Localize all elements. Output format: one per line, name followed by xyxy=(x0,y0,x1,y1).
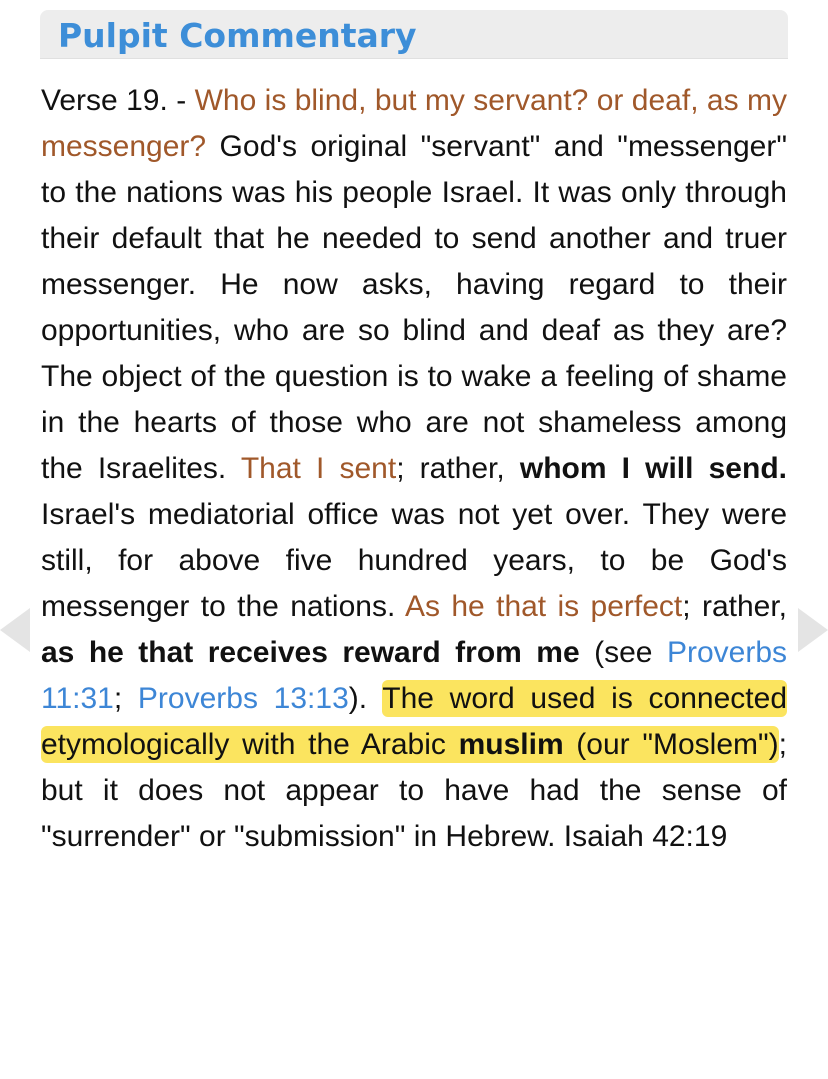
highlighted-text: (our "Moslem") xyxy=(563,728,779,761)
commentary-title: Pulpit Commentary xyxy=(58,16,417,55)
link-proverbs-11-31[interactable]: Proverbs 11:31 xyxy=(41,636,788,715)
commentary-text: ; xyxy=(113,682,138,715)
commentary-text: God's original "servant" and "messenger" to the nations was his people Israel. It was only through their default that he needed to send another and truer messenger. He now asks, having regard to their opportunities, who are so blind and deaf as they are? The object of the question is to wake a feeling of shame in the hearts of those who are not shameless among the Israelites. xyxy=(41,130,787,485)
next-page-arrow-icon[interactable] xyxy=(798,608,828,652)
bold-phrase: as he that receives reward from me xyxy=(41,636,580,669)
commentary-text: ). xyxy=(348,682,383,715)
bold-phrase: whom I will send. xyxy=(519,452,787,485)
commentary-text: (see xyxy=(579,636,667,669)
commentary-text: ; rather, xyxy=(682,590,787,623)
verse-quote: That I sent xyxy=(240,452,397,485)
highlighted-bold-word: muslim xyxy=(458,728,564,761)
link-proverbs-13-13[interactable]: Proverbs 13:13 xyxy=(137,682,349,715)
verse-label: Verse 19. - xyxy=(41,84,195,117)
commentary-text: ; but it does not appear to have had the sense of "surrender" or "submission" in Hebrew. Isaiah 42:19 xyxy=(41,728,787,853)
commentary-header xyxy=(40,10,788,59)
previous-page-arrow-icon[interactable] xyxy=(0,608,30,652)
commentary-body xyxy=(41,78,787,860)
commentary-text: ; rather, xyxy=(396,452,520,485)
verse-quote: Who is blind, but my servant? or deaf, as my messenger? xyxy=(41,84,787,163)
verse-quote: As he that is perfect xyxy=(405,590,683,623)
highlighted-text: The word used is connected etymologically with the Arabic xyxy=(41,682,788,761)
commentary-text: Israel's mediatorial office was not yet over. They were still, for above five hundred years, to be God's messenger to the nations. xyxy=(41,498,787,623)
